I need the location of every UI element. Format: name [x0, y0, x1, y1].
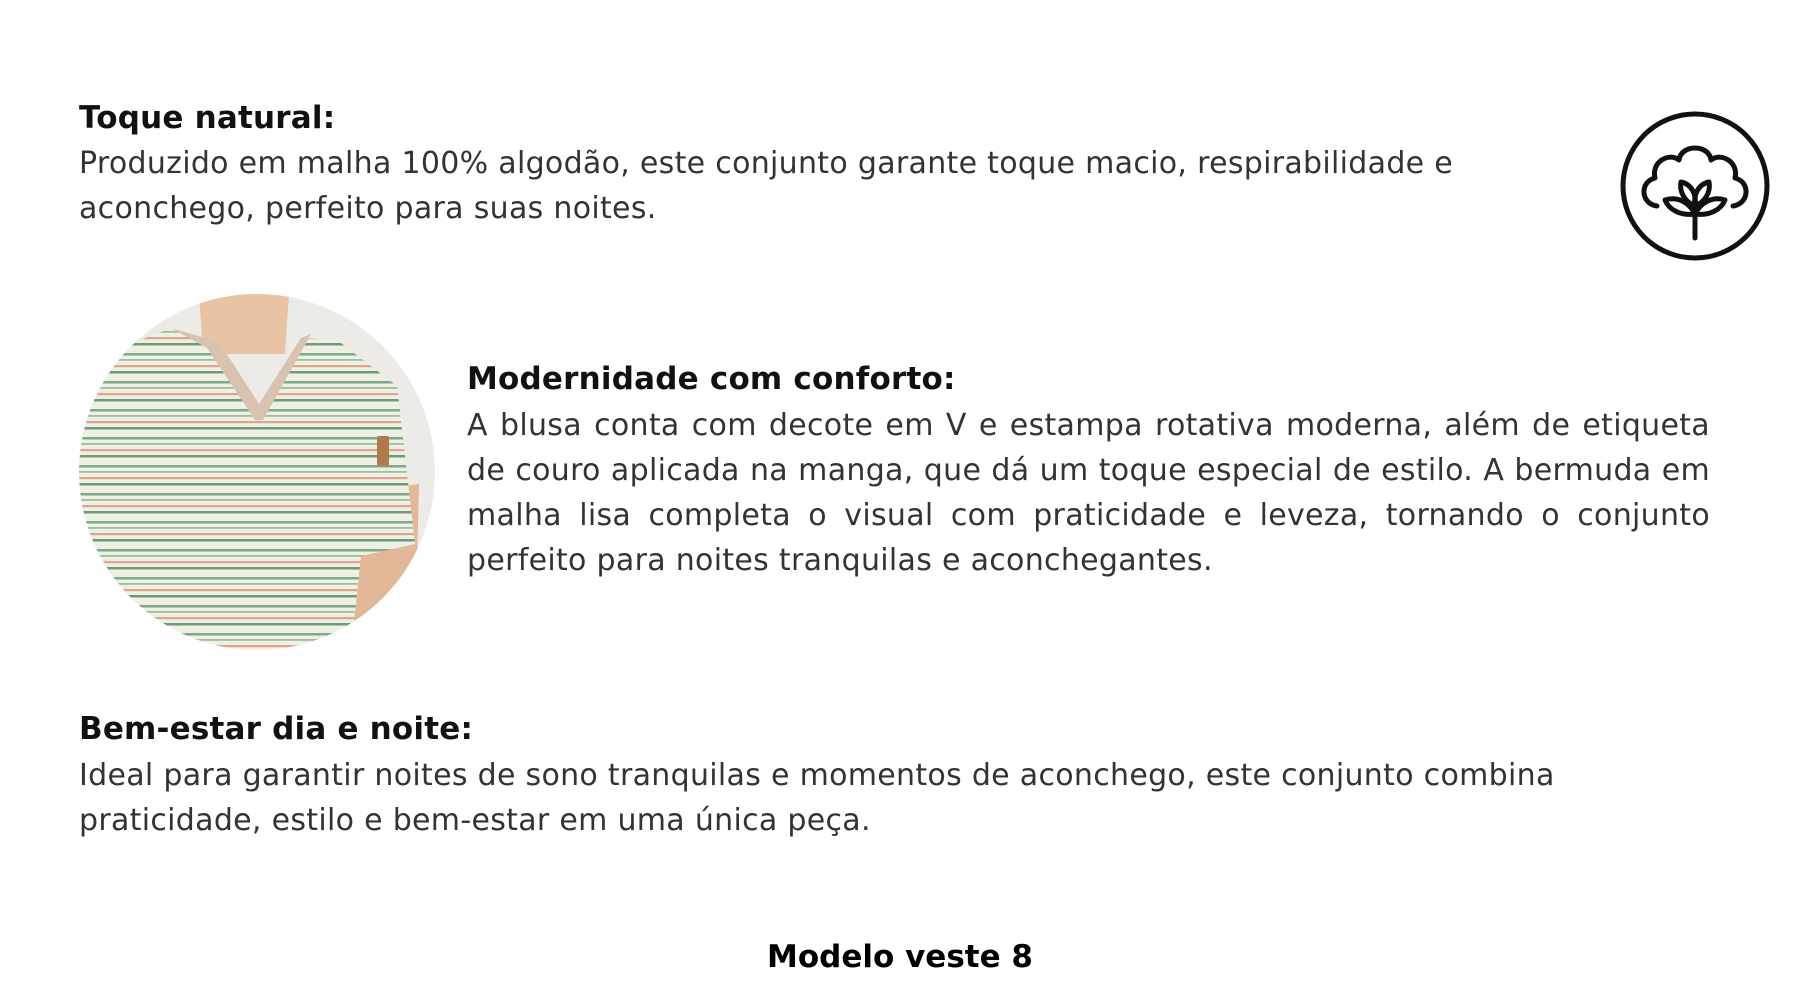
product-photo-striped-shirt — [79, 294, 435, 650]
section-title-bem-estar: Bem-estar dia e noite: — [79, 711, 474, 747]
cotton-flower-icon — [1619, 110, 1771, 262]
section-title-modernidade: Modernidade com conforto: — [467, 361, 956, 397]
model-size-note: Modelo veste 8 — [767, 939, 1033, 975]
section-title-toque-natural: Toque natural: — [79, 100, 336, 136]
section-text-modernidade: A blusa conta com decote em V e estampa rotativa moderna, além de etiqueta de couro aplicada na manga, que dá um toque especial de estilo. A bermuda em malha lisa completa o visual com praticidade e leveza, tornando o conjunto perfeito para noites tranquilas e aconchegantes. — [467, 408, 1710, 578]
section-text-toque-natural: Produzido em malha 100% algodão, este conjunto garante toque macio, respirabilidade e aconchego, perfeito para suas noites. — [79, 146, 1454, 226]
section-text-bem-estar: Ideal para garantir noites de sono tranquilas e momentos de aconchego, este conjunto combina praticidade, estilo e bem-estar em uma única peça. — [79, 758, 1555, 838]
